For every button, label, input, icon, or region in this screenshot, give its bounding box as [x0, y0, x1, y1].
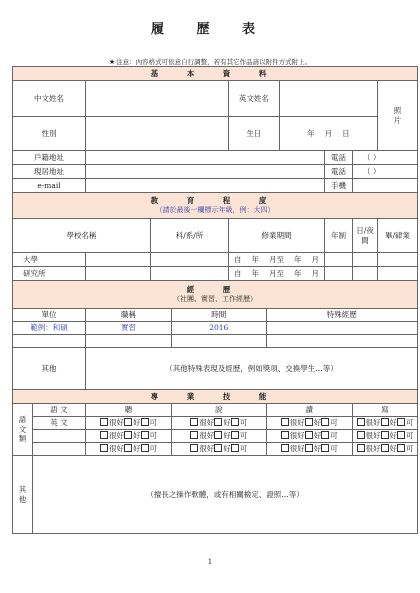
exp-other-label: 其他 — [13, 348, 86, 390]
edu-years-field-2[interactable] — [325, 267, 353, 281]
skills-other-label — [13, 456, 33, 534]
period-year: 年 — [251, 268, 259, 278]
exp-example-unit[interactable]: 範例：和碩 — [13, 322, 86, 335]
checkbox-icon[interactable] — [100, 418, 108, 426]
rating-option-label: 好 — [133, 418, 141, 428]
phone-field-2[interactable]: （ ） — [353, 165, 418, 179]
birthday-month-label: 月 — [324, 128, 333, 138]
skills-header-read: 讀 — [266, 404, 352, 417]
edu-graduated-field-1[interactable] — [378, 253, 418, 267]
section-experience-subtitle: （社團、實習、工作經歷） — [173, 295, 257, 304]
rating-option-label: 很好 — [289, 431, 305, 441]
exp-other-field[interactable]: （其他特殊表現及經歷，例如獎項、交換學生…等） — [86, 348, 418, 390]
rating-option-label: 很好 — [199, 444, 215, 454]
exp-time-field[interactable] — [172, 335, 267, 348]
rating-option-label: 好 — [313, 418, 322, 428]
rating-listen[interactable] — [86, 443, 172, 456]
checkbox-icon[interactable] — [381, 431, 389, 439]
rating-option-label: 可 — [239, 418, 248, 428]
skills-lang-label-text: 語文類 — [18, 415, 27, 444]
edu-dept-field-1[interactable] — [151, 253, 229, 267]
rating-option-label: 可 — [406, 418, 414, 428]
checkbox-icon[interactable] — [190, 431, 198, 439]
period-month2: 月 — [311, 268, 319, 278]
period-year: 年 — [251, 254, 259, 264]
format-note-text: 注意：內容格式可依意自行調整，若有其它作品請以附件方式附上。 — [116, 58, 312, 66]
edu-row-graduate: 研究所 — [13, 267, 86, 281]
mobile-field[interactable] — [353, 179, 418, 193]
format-note — [0, 57, 420, 66]
document-title: 履 歷 表 — [150, 22, 270, 37]
phone-label-1: 電話 — [325, 151, 353, 165]
checkbox-icon[interactable] — [381, 444, 389, 452]
checkbox-icon[interactable] — [214, 418, 222, 426]
checkbox-icon[interactable] — [124, 431, 132, 439]
english-name-field[interactable] — [279, 81, 377, 117]
rating-read[interactable] — [266, 443, 352, 456]
rating-option-label: 很好 — [365, 431, 381, 441]
skills-row — [13, 443, 418, 456]
edu-school-field-2[interactable] — [86, 267, 151, 281]
checkbox-icon[interactable] — [397, 418, 405, 426]
exp-title-field[interactable] — [86, 335, 172, 348]
period-from: 自 — [234, 254, 242, 264]
exp-example-time[interactable]: 2016 — [172, 322, 267, 335]
edu-dept-field-2[interactable] — [151, 267, 229, 281]
exp-header-title: 職稱 — [86, 309, 172, 322]
rating-option-label: 可 — [239, 431, 248, 441]
rating-option-label: 可 — [406, 444, 414, 454]
edu-header-daynight: 日/夜間 — [353, 219, 378, 253]
checkbox-icon[interactable] — [321, 418, 329, 426]
registered-address-label: 戶籍地址 — [13, 151, 86, 165]
skills-row — [13, 430, 418, 443]
checkbox-icon[interactable] — [357, 418, 365, 426]
checkbox-icon[interactable] — [397, 444, 405, 452]
edu-period-field-2[interactable] — [229, 267, 325, 281]
photo-box[interactable] — [378, 81, 418, 151]
skills-other-label-text: 其他 — [18, 485, 27, 504]
rating-option-label: 好 — [389, 431, 397, 441]
current-address-field[interactable] — [86, 165, 325, 179]
page-number: 1 — [207, 558, 213, 566]
edu-period-field-1[interactable] — [229, 253, 325, 267]
rating-option-label: 可 — [330, 418, 338, 428]
rating-option-label: 可 — [149, 418, 157, 428]
checkbox-icon[interactable] — [321, 431, 329, 439]
checkbox-icon[interactable] — [124, 418, 132, 426]
edu-school-field-1[interactable] — [86, 253, 151, 267]
section-experience — [13, 281, 418, 309]
edu-daynight-field-2[interactable] — [353, 267, 378, 281]
section-education — [13, 193, 418, 219]
rating-option-label: 可 — [239, 444, 248, 454]
checkbox-icon[interactable] — [190, 418, 198, 426]
exp-header-unit: 單位 — [13, 309, 86, 322]
rating-write[interactable] — [353, 417, 418, 430]
rating-option-label: 很好 — [365, 418, 381, 428]
rating-speak[interactable] — [172, 430, 267, 443]
skills-row — [13, 417, 418, 430]
rating-option-label: 好 — [223, 444, 231, 454]
edu-row-university: 大學 — [13, 253, 86, 267]
edu-daynight-field-1[interactable] — [353, 253, 378, 267]
rating-listen[interactable] — [86, 430, 172, 443]
chinese-name-label: 中文姓名 — [13, 81, 86, 117]
rating-speak[interactable] — [172, 417, 267, 430]
chinese-name-field[interactable] — [86, 81, 229, 117]
section-education-subtitle: （請於最後一欄標示年級，例：大四） — [155, 206, 275, 215]
checkbox-icon[interactable] — [305, 431, 313, 439]
registered-address-field[interactable] — [86, 151, 325, 165]
skills-lang-english[interactable]: 英 文 — [33, 417, 86, 430]
birthday-day-label: 日 — [342, 128, 350, 138]
skills-header-speak: 說 — [172, 404, 267, 417]
checkbox-icon[interactable] — [141, 444, 149, 452]
rating-option-label: 好 — [133, 444, 141, 454]
checkbox-icon[interactable] — [305, 444, 313, 452]
birthday-label: 生日 — [229, 117, 280, 151]
rating-option-label: 好 — [313, 431, 322, 441]
email-label: e-mail — [13, 179, 86, 193]
star-icon: ★ — [108, 58, 116, 66]
period-month: 月至 — [269, 254, 284, 264]
edu-graduated-field-2[interactable] — [378, 267, 418, 281]
rating-option-label: 很好 — [289, 418, 305, 428]
checkbox-icon[interactable] — [357, 444, 365, 452]
edu-header-graduated: 畢/肄業 — [378, 219, 418, 253]
rating-speak[interactable] — [172, 443, 267, 456]
exp-example-special[interactable] — [266, 322, 417, 335]
checkbox-icon[interactable] — [100, 431, 108, 439]
section-education-title: 教 育 程 度 — [150, 195, 280, 205]
rating-listen[interactable] — [86, 417, 172, 430]
rating-option-label: 很好 — [109, 444, 124, 454]
checkbox-icon[interactable] — [231, 431, 239, 439]
checkbox-icon[interactable] — [100, 444, 108, 452]
period-year2: 年 — [294, 254, 302, 264]
gender-field[interactable] — [86, 117, 229, 151]
checkbox-icon[interactable] — [281, 444, 289, 452]
checkbox-icon[interactable] — [231, 418, 239, 426]
rating-option-label: 可 — [330, 431, 338, 441]
rating-option-label: 可 — [149, 431, 157, 441]
rating-option-label: 好 — [133, 431, 141, 441]
edu-header-period: 修業期間 — [229, 219, 325, 253]
english-name-label: 英文姓名 — [229, 81, 280, 117]
rating-read[interactable] — [266, 417, 352, 430]
period-from: 自 — [234, 268, 242, 278]
checkbox-icon[interactable] — [381, 418, 389, 426]
skills-header-listen: 聽 — [86, 404, 172, 417]
exp-special-field[interactable] — [266, 335, 417, 348]
rating-option-label: 很好 — [109, 431, 124, 441]
checkbox-icon[interactable] — [397, 431, 405, 439]
phone-field-1[interactable]: （ ） — [353, 151, 418, 165]
rating-read[interactable] — [266, 430, 352, 443]
rating-option-label: 好 — [223, 418, 231, 428]
checkbox-icon[interactable] — [190, 444, 198, 452]
checkbox-icon[interactable] — [321, 444, 329, 452]
email-field[interactable] — [86, 179, 325, 193]
exp-header-special: 特殊經歷 — [266, 309, 417, 322]
rating-option-label: 很好 — [199, 418, 215, 428]
skills-lang-label — [13, 404, 33, 456]
rating-option-label: 好 — [313, 444, 322, 454]
phone-label-2: 電話 — [325, 165, 353, 179]
checkbox-icon[interactable] — [281, 418, 289, 426]
skills-lang-field[interactable] — [33, 430, 86, 443]
photo-label: 照片 — [393, 106, 402, 125]
exp-header-time: 時間 — [172, 309, 267, 322]
exp-example-title[interactable]: 實習 — [86, 322, 172, 335]
skills-lang-field[interactable] — [33, 443, 86, 456]
checkbox-icon[interactable] — [305, 418, 313, 426]
edu-years-field-1[interactable] — [325, 253, 353, 267]
rating-option-label: 很好 — [365, 444, 381, 454]
skills-header-lang: 語 文 — [33, 404, 86, 417]
resume-form — [12, 66, 418, 534]
checkbox-icon[interactable] — [231, 444, 239, 452]
period-month2: 月 — [311, 254, 319, 264]
birthday-field[interactable] — [279, 117, 377, 151]
section-basic: 基 本 資 料 — [13, 67, 418, 81]
rating-option-label: 好 — [223, 431, 231, 441]
rating-option-label: 好 — [389, 444, 397, 454]
section-experience-title: 經 歷 — [186, 284, 244, 294]
edu-header-school: 學校名稱 — [13, 219, 151, 253]
exp-unit-field[interactable] — [13, 335, 86, 348]
rating-option-label: 可 — [149, 444, 157, 454]
rating-option-label: 很好 — [199, 431, 215, 441]
skills-header-write: 寫 — [353, 404, 418, 417]
rating-write[interactable] — [353, 443, 418, 456]
rating-option-label: 可 — [406, 431, 414, 441]
checkbox-icon[interactable] — [141, 431, 149, 439]
rating-option-label: 可 — [330, 444, 338, 454]
skills-other-field[interactable]: （擅長之操作軟體，或有相關檢定、證照…等） — [33, 456, 418, 534]
edu-header-dept: 科/系/所 — [151, 219, 229, 253]
period-year2: 年 — [294, 268, 302, 278]
rating-option-label: 很好 — [289, 444, 305, 454]
checkbox-icon[interactable] — [281, 431, 289, 439]
current-address-label: 現居地址 — [13, 165, 86, 179]
checkbox-icon[interactable] — [124, 444, 132, 452]
gender-label: 性別 — [13, 117, 86, 151]
rating-option-label: 好 — [389, 418, 397, 428]
birthday-year-label: 年 — [307, 128, 315, 138]
checkbox-icon[interactable] — [214, 431, 222, 439]
edu-header-years: 年制 — [325, 219, 353, 253]
checkbox-icon[interactable] — [141, 418, 149, 426]
section-skills: 專 業 技 能 — [13, 390, 418, 404]
checkbox-icon[interactable] — [357, 431, 365, 439]
period-month: 月至 — [269, 268, 284, 278]
rating-option-label: 很好 — [109, 418, 124, 428]
checkbox-icon[interactable] — [214, 444, 222, 452]
mobile-label: 手機 — [325, 179, 353, 193]
rating-write[interactable] — [353, 430, 418, 443]
